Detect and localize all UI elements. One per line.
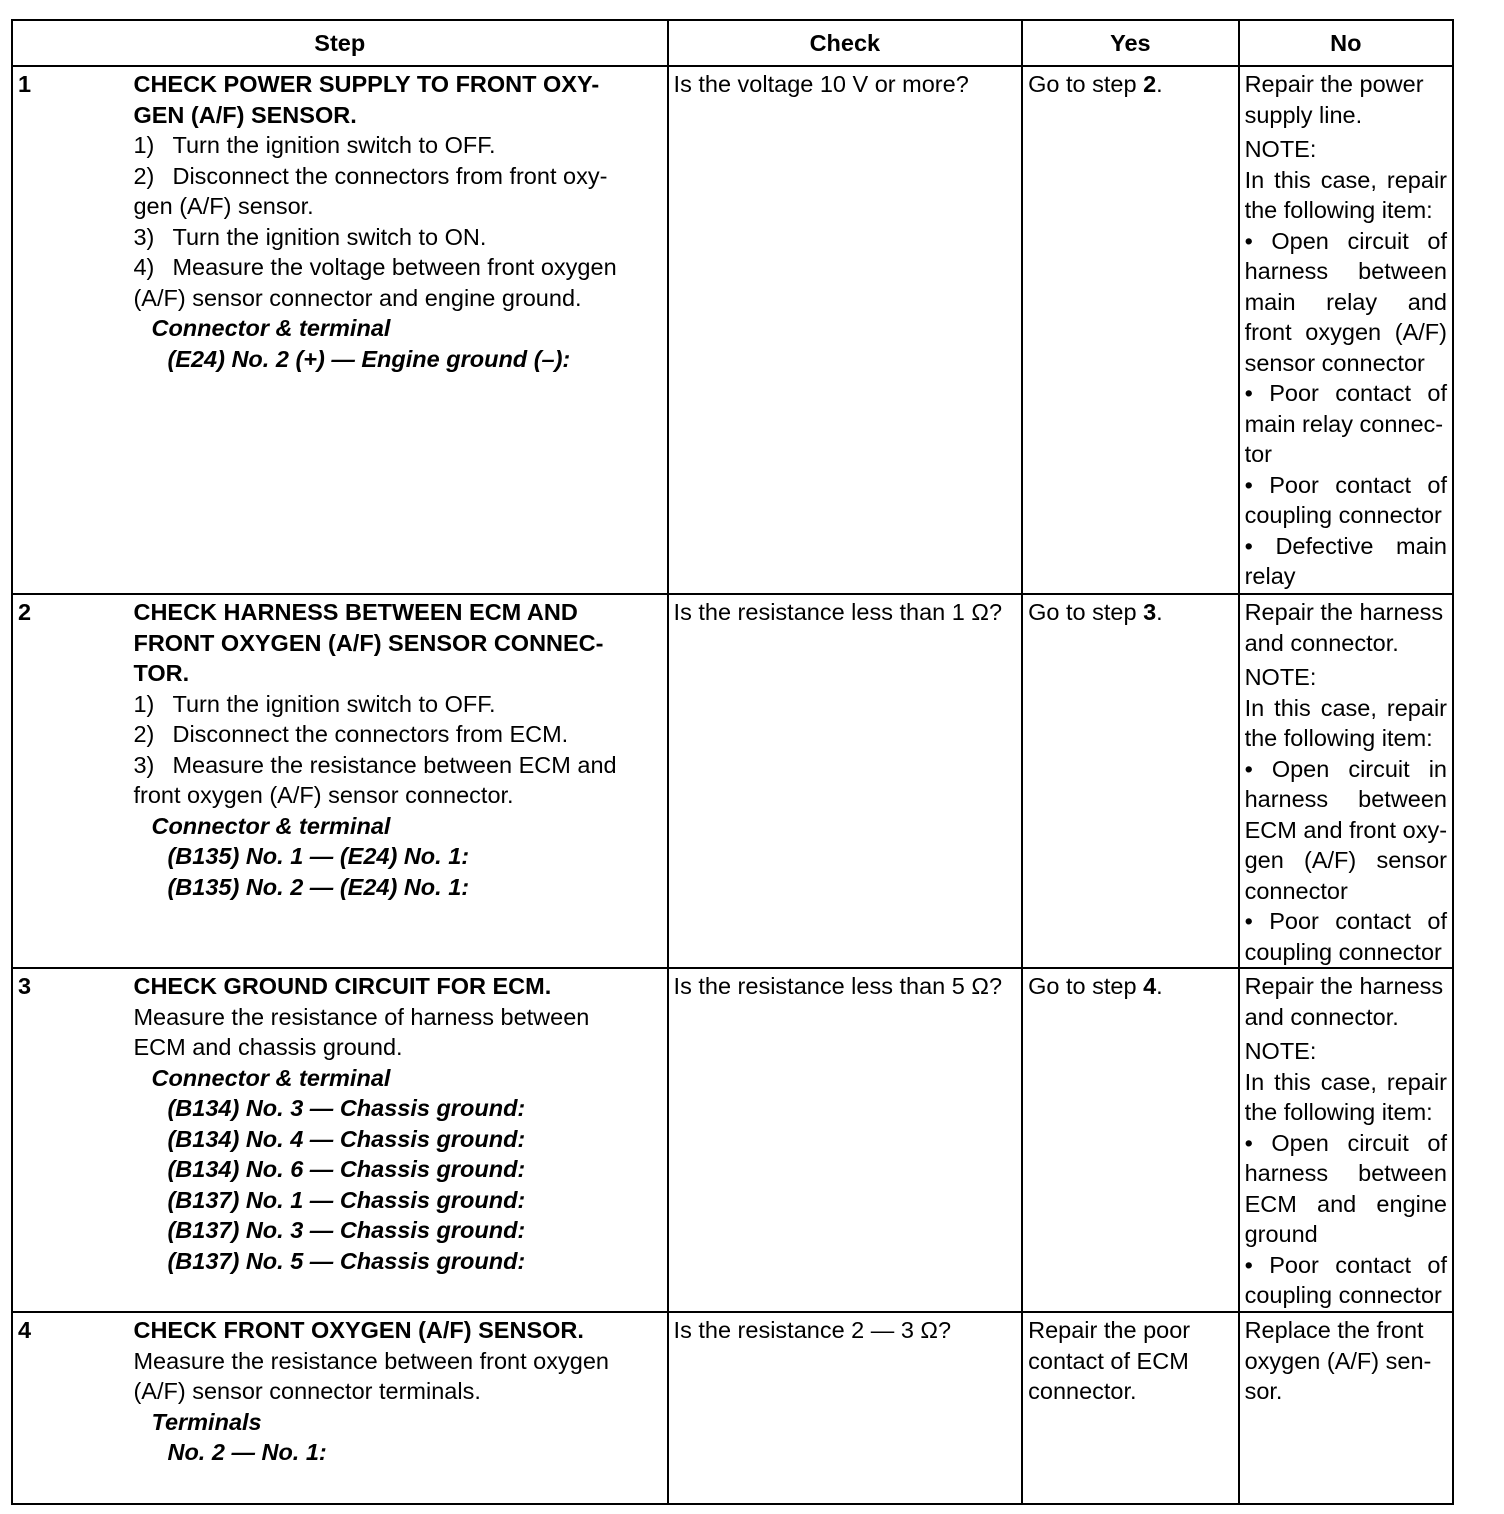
step-cell [128,1312,667,1504]
terminals-heading: Terminals [151,1408,262,1435]
connector-spec: (B137) No. 3 — Chassis ground: [167,1217,526,1243]
step-number: 1 [12,66,128,594]
connector-spec: (B135) No. 1 — (E24) No. 1: [167,843,470,869]
step-item: 2) Disconnect the connectors from ECM. [133,721,569,747]
table-row [12,968,1453,1312]
no-cell: Repair the harness and connector. NOTE: In this case, repair the following item: • Open circuit in harness between ECM and front oxy- gen (A/F) sensor connector • Poor contact of coupling connector [1239,594,1453,968]
header-step: Step [12,20,668,66]
step-number: 4 [12,1312,128,1504]
step-cell [128,594,667,968]
table-row [12,1312,1453,1504]
header-row [12,20,1453,66]
yes-cell: Go to step 4. [1022,968,1238,1312]
header-check: Check [668,20,1023,66]
step-desc: (A/F) sensor connector terminals. [133,1378,481,1404]
table-row [12,66,1453,594]
note-label: NOTE: [1244,136,1317,162]
yes-cell: Repair the poor contact of ECM connector. [1022,1312,1238,1504]
connector-spec: (B135) No. 2 — (E24) No. 1: [167,873,470,900]
header-no: No [1239,20,1453,66]
step-item: 1) Turn the ignition switch to OFF. [133,132,496,158]
connector-spec: No. 2 — No. 1: [167,1439,327,1465]
step-item-cont: front oxygen (A/F) sensor connector. [133,782,514,808]
step-desc: Measure the resistance of harness between [133,1003,590,1030]
header-yes: Yes [1022,20,1238,66]
check-cell: Is the resistance less than 5 Ω? [668,968,1023,1312]
step-cell [128,968,667,1312]
step-title: CHECK GROUND CIRCUIT FOR ECM. [133,973,552,999]
step-item: 2) Disconnect the connectors from front oxy- [133,162,608,189]
step-desc: Measure the resistance between front oxygen [133,1347,609,1374]
step-cell [128,66,667,594]
step-title: CHECK POWER SUPPLY TO FRONT OXY- [133,71,600,97]
no-cell: Replace the front oxygen (A/F) sen- sor. [1239,1312,1453,1504]
connector-spec: (B137) No. 5 — Chassis ground: [167,1247,526,1274]
check-cell: Is the voltage 10 V or more? [668,66,1023,594]
check-cell: Is the resistance less than 1 Ω? [668,594,1023,968]
step-item-cont: gen (A/F) sensor. [133,193,314,219]
step-desc: ECM and chassis ground. [133,1034,403,1060]
table-row [12,594,1453,968]
connector-heading: Connector & terminal [151,1064,391,1091]
step-title: CHECK HARNESS BETWEEN ECM AND [133,599,578,625]
connector-spec: (E24) No. 2 (+) — Engine ground (–): [167,345,571,372]
yes-cell: Go to step 3. [1022,594,1238,968]
no-cell: Repair the harness and connector. NOTE: In this case, repair the following item: • Open circuit of harness between ECM and engine ground • Poor contact of coupling connector [1239,968,1453,1312]
no-cell: Repair the power supply line. NOTE: In this case, repair the following item: • Open circuit of harness between main relay and front oxygen (A/F) sensor connector • Poor contact of main relay connec- tor • Poor contact of coupling connector • Defective main relay [1239,66,1453,594]
step-item: 4) Measure the voltage between front oxygen [133,254,617,280]
check-cell: Is the resistance 2 — 3 Ω? [668,1312,1023,1504]
step-item: 3) Measure the resistance between ECM and [133,751,617,778]
connector-spec: (B137) No. 1 — Chassis ground: [167,1186,526,1213]
step-title: FRONT OXYGEN (A/F) SENSOR CONNEC- [133,629,604,656]
step-item-cont: (A/F) sensor connector and engine ground. [133,284,582,311]
note-label: NOTE: [1244,664,1317,690]
step-item: 1) Turn the ignition switch to OFF. [133,690,496,717]
step-title: GEN (A/F) SENSOR. [133,101,357,128]
diagnostic-table [11,19,1454,1505]
note-label: NOTE: [1244,1038,1317,1064]
yes-cell: Go to step 2. [1022,66,1238,594]
step-number: 3 [12,968,128,1312]
connector-heading: Connector & terminal [151,812,391,839]
step-title: TOR. [133,660,190,686]
step-title: CHECK FRONT OXYGEN (A/F) SENSOR. [133,1317,584,1343]
step-item: 3) Turn the ignition switch to ON. [133,223,487,250]
connector-spec: (B134) No. 3 — Chassis ground: [167,1095,526,1121]
step-number: 2 [12,594,128,968]
connector-spec: (B134) No. 6 — Chassis ground: [167,1156,526,1182]
connector-spec: (B134) No. 4 — Chassis ground: [167,1125,526,1152]
connector-heading: Connector & terminal [151,315,391,341]
